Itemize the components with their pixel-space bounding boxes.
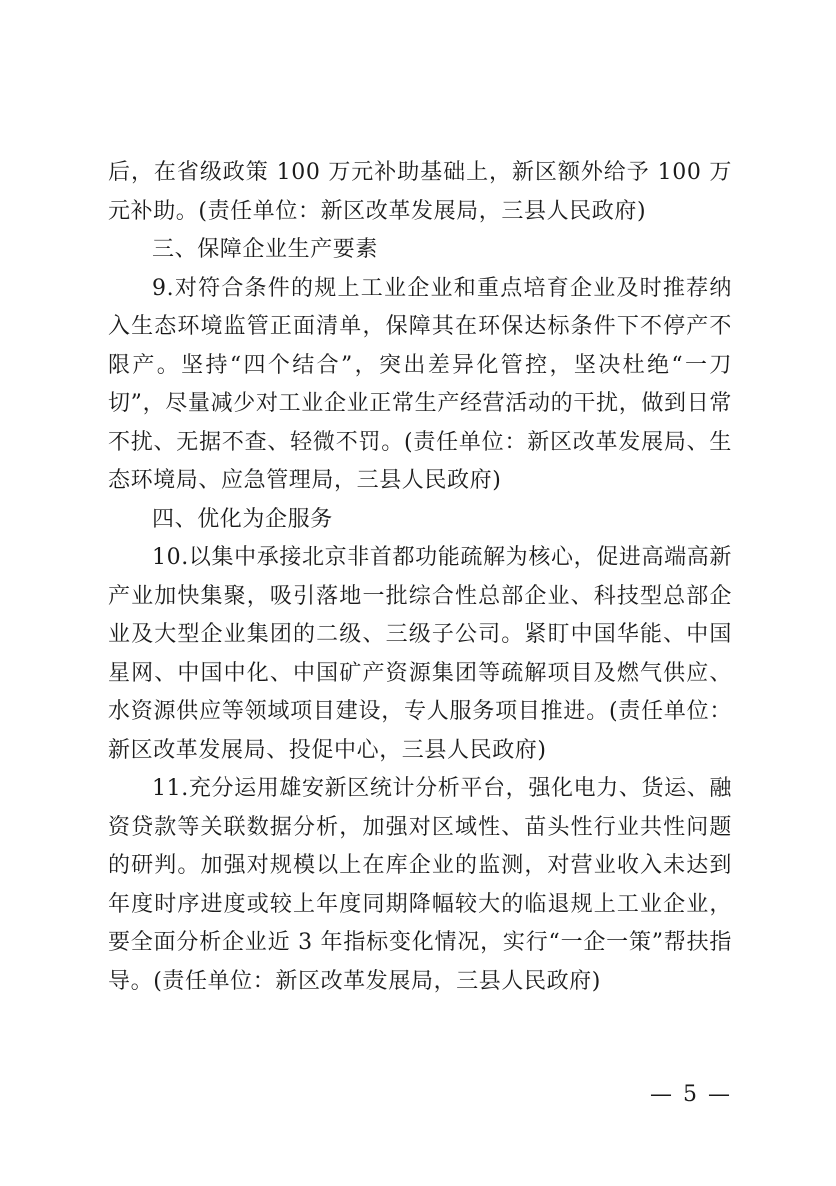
page-number: — 5 — [650,1082,732,1107]
section-heading-4: 四、优化为企服务 [152,506,333,532]
paragraph-item-11: 11.充分运用雄安新区统计分析平台，强化电力、货运、融资贷款等关联数据分析，加强对区域性、苗头性行业共性问题的研判。加强对规模以上在库企业的监测，对营业收入未达到年度时序进度或较上年度同期降幅较大的临退规上工业企业，要全面分析企业近 3 年指标变化情况，实行“一企一策”帮扶指导。(责任单位：新区改革发展局，三县人民政府) [108,776,732,994]
paragraph-item-10: 10.以集中承接北京非首都功能疏解为核心，促进高端高新产业加快集聚，吸引落地一批综合性总部企业、科技型总部企业及大型企业集团的二级、三级子公司。紧盯中国华能、中国星网、中国中化、中国矿产资源集团等疏解项目及燃气供应、水资源供应等领域项目建设，专人服务项目推进。(责任单位：新区改革发展局、投促中心，三县人民政府) [108,545,732,763]
paragraph-item-9: 9.对符合条件的规上工业企业和重点培育企业及时推荐纳入生态环境监管正面清单，保障其在环保达标条件下不停产不限产。坚持“四个结合”，突出差异化管控，坚决杜绝“一刀切”，尽量减少对工业企业正常生产经营活动的干扰，做到日常不扰、无据不查、轻微不罚。(责任单位：新区改革发展局、生态环境局、应急管理局，三县人民政府) [108,275,732,493]
section-heading-3: 三、保障企业生产要素 [152,237,379,262]
document-body [108,154,732,1001]
paragraph-subsidy-continuation: 后，在省级政策 100 万元补助基础上，新区额外给予 100 万元补助。(责任单位：新区改革发展局，三县人民政府) [108,160,732,224]
